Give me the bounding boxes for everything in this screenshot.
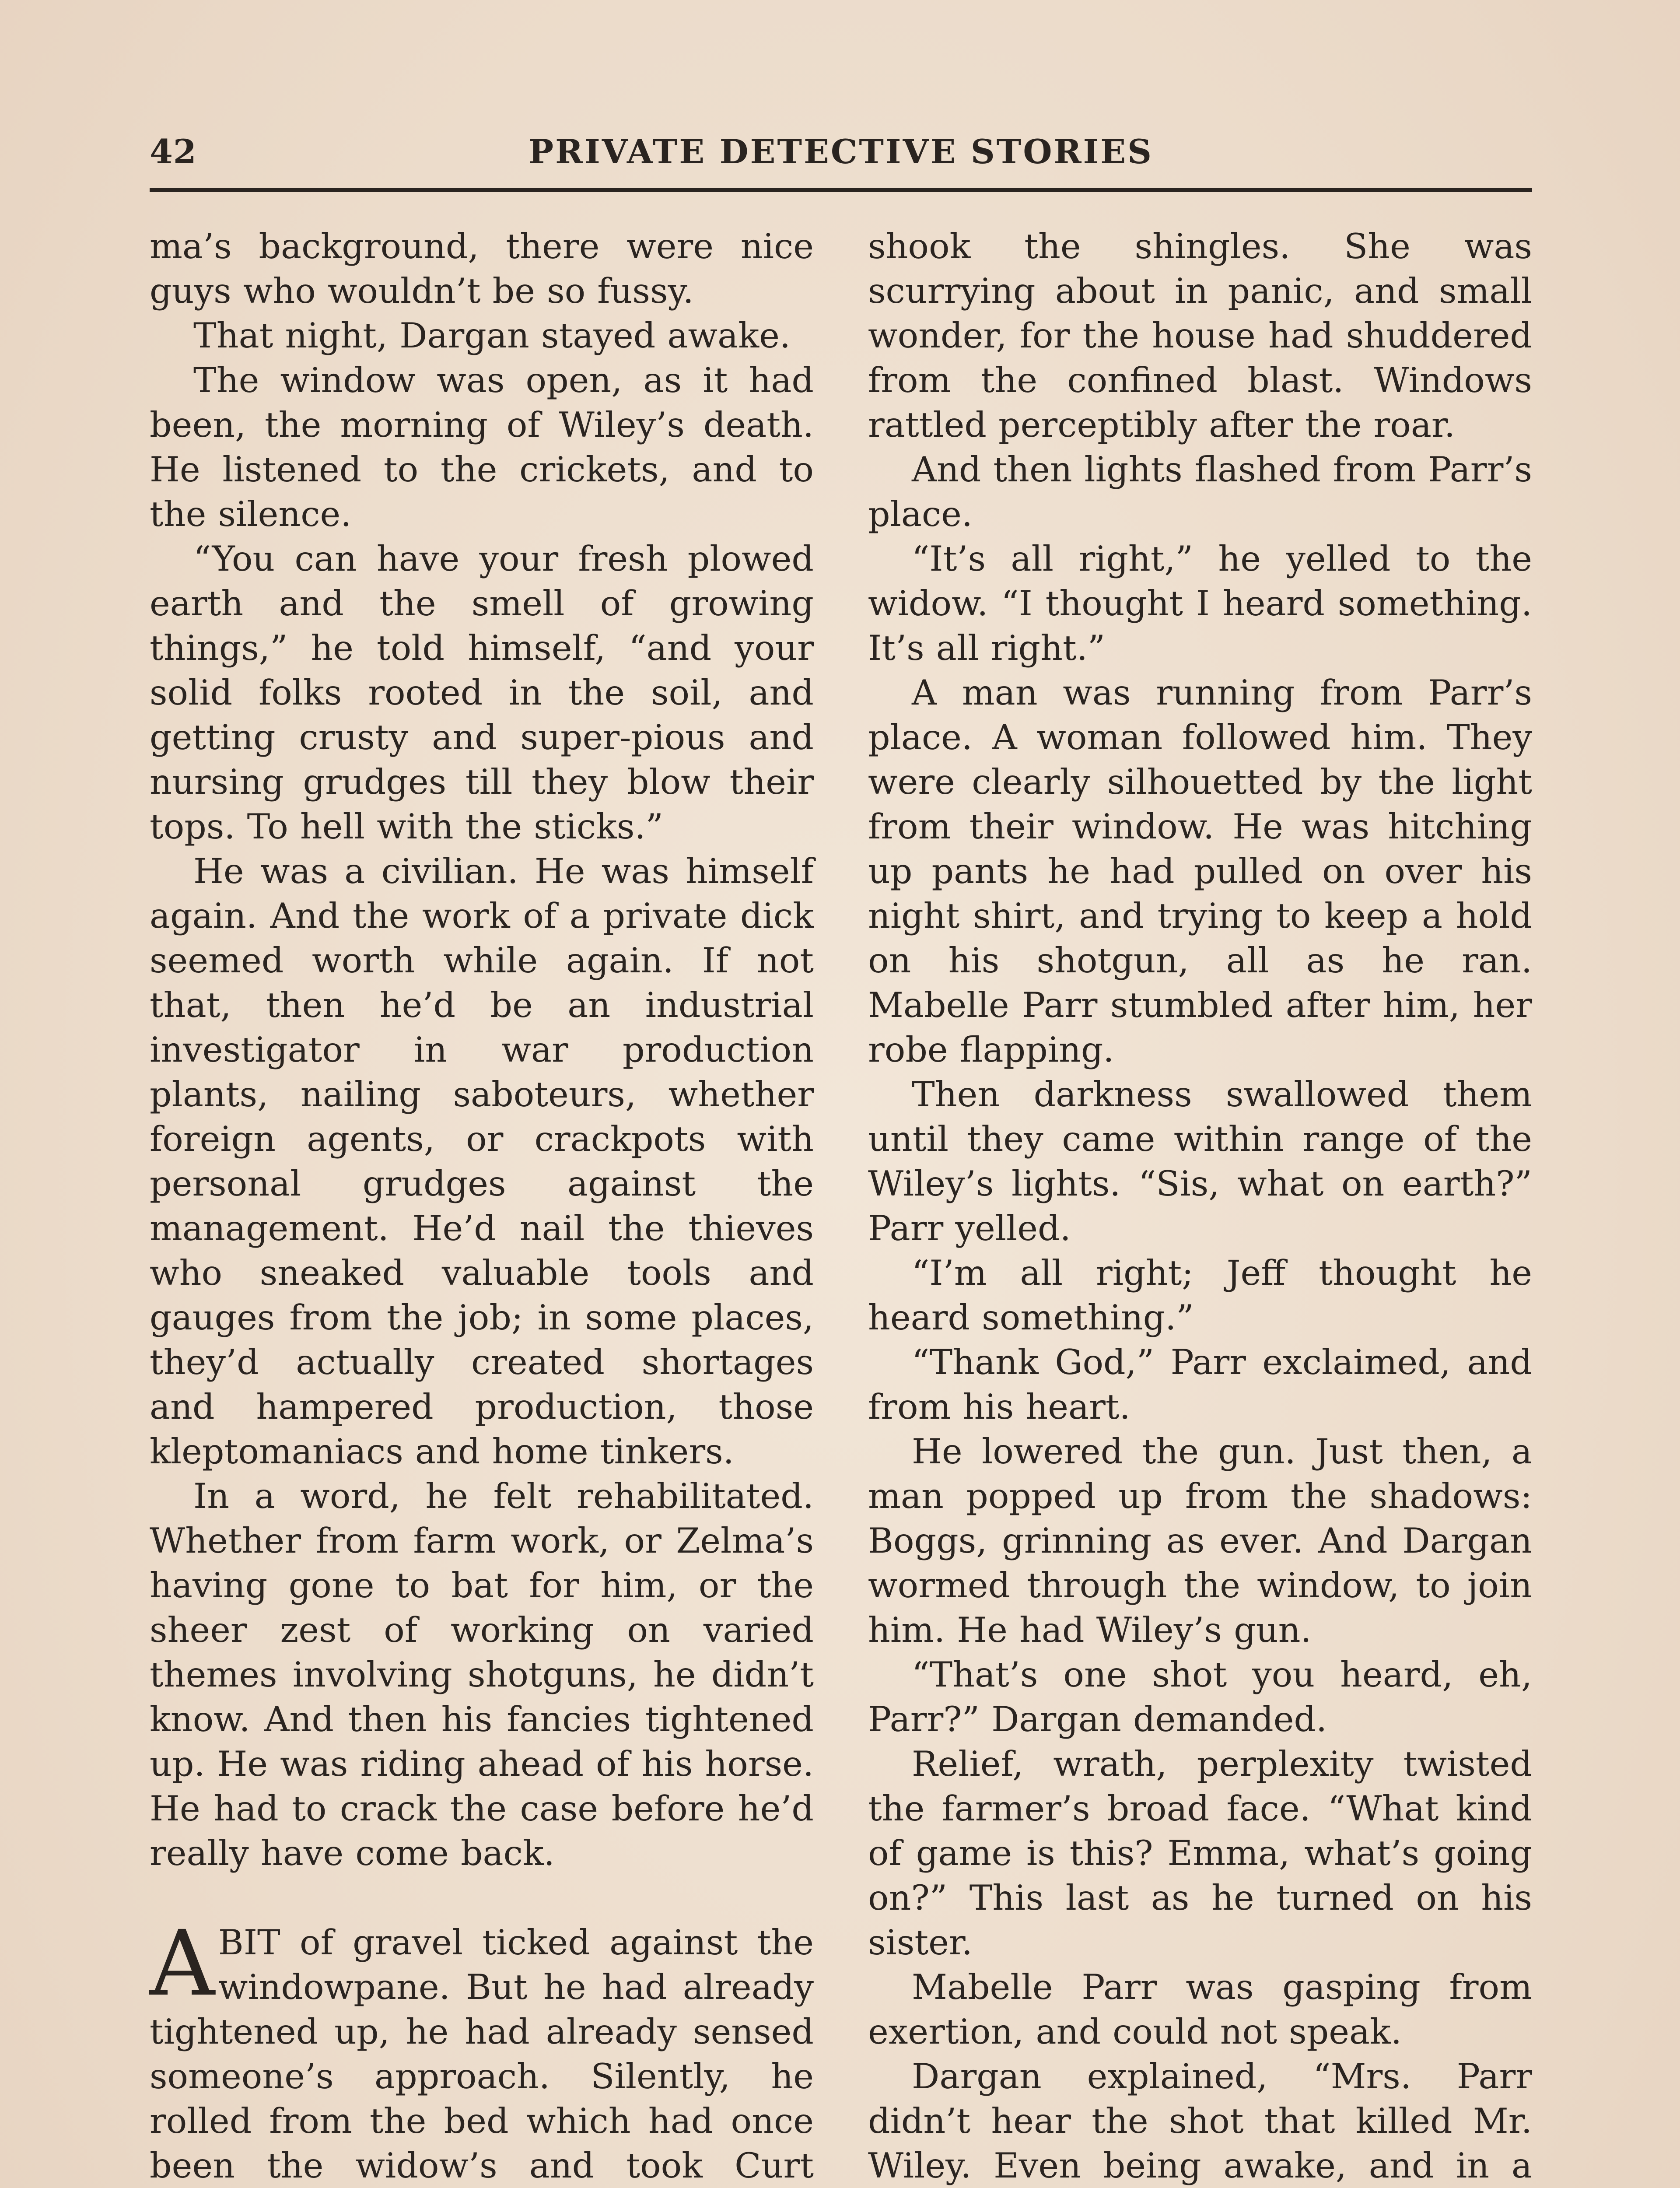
header-rule xyxy=(150,188,1532,192)
running-title: PRIVATE DETECTIVE STORIES xyxy=(528,132,1154,171)
paragraph: ma’s background, there were nice guys who wouldn’t be so fussy. xyxy=(150,226,814,311)
right-column xyxy=(868,224,1532,2188)
paragraph: “You can have your fresh plowed earth and the smell of growing things,” he told himself, “and your solid folks rooted in the soil, and getting crusty and super-pious and nursing grudges till they blow their tops. To hell with the sticks.” xyxy=(150,539,814,847)
paragraph: “That’s one shot you heard, eh, Parr?” Dargan demanded. xyxy=(868,1655,1532,1739)
section-opening-paragraph xyxy=(150,1911,814,2188)
paragraph: “Thank God,” Parr exclaimed, and from his heart. xyxy=(868,1342,1532,1427)
paragraph: In a word, he felt rehabilitated. Whether from farm work, or Zelma’s having gone to bat for him, or the sheer zest of working on varied themes involving shotguns, he didn’t know. And then his fancies tightened up. He was riding ahead of his horse. He had to crack the case before he’d really have come back. xyxy=(150,1476,814,1873)
paragraph: A man was running from Parr’s place. A woman followed him. They were clearly silhouetted by the light from their window. He was hitching up pants he had pulled on over his night shirt, and trying to keep a hold on his shotgun, all as he ran. Mabelle Parr stumbled after him, her robe flapping. xyxy=(868,673,1532,1070)
paragraph: And then lights flashed from Parr’s place. xyxy=(868,449,1532,534)
paragraph: Dargan explained, “Mrs. Parr didn’t hear the shot that killed Mr. Wiley. Even being awake, and in a xyxy=(868,2056,1532,2186)
page-header xyxy=(150,128,1532,176)
paragraph: Mabelle Parr was gasping from exertion, and could not speak. xyxy=(868,1967,1532,2052)
paragraph: shook the shingles. She was scurrying about in panic, and small wonder, for the house had shuddered from the confined blast. Windows rattled perceptibly after the roar. xyxy=(868,226,1532,445)
paragraph: That night, Dargan stayed awake. xyxy=(193,316,791,356)
paragraph: He lowered the gun. Just then, a man popped up from the shadows: Boggs, grinning as ever. And Dargan wormed through the window, to join him. He had Wiley’s gun. xyxy=(868,1431,1532,1650)
paragraph: The window was open, as it had been, the morning of Wiley’s death. He listened to the crickets, and to the silence. xyxy=(150,360,814,534)
paragraph: “I’m all right; Jeff thought he heard something.” xyxy=(868,1253,1532,1338)
paragraph: Relief, wrath, perplexity twisted the farmer’s broad face. “What kind of game is this? Emma, what’s going on?” This last as he turned on his sister. xyxy=(868,1744,1532,1963)
left-column xyxy=(150,224,814,2188)
section-opening-text: BIT of gravel ticked against the windowpane. But he had already tightened up, he had already sensed someone’s approach. Silently, he rolled from the bed which had once been the widow’s and took Curt xyxy=(150,1922,814,2186)
paragraph: Then darkness swallowed them until they came within range of the Wiley’s lights. “Sis, what on earth?” Parr yelled. xyxy=(868,1074,1532,1248)
paragraph: “It’s all right,” he yelled to the widow. “I thought I heard something. It’s all right.” xyxy=(868,539,1532,668)
drop-cap: A xyxy=(150,1911,215,2016)
paragraph: He was a civilian. He was himself again. And the work of a private dick seemed worth while again. If not that, then he’d be an industrial investigator in war production plants, nailing saboteurs, whether foreign agents, or crackpots with personal grudges against the management. He’d nail the thieves who sneaked valuable tools and gauges from the job; in some places, they’d actually created shortages and hampered production, those kleptomaniacs and home tinkers. xyxy=(150,851,814,1472)
page-number: 42 xyxy=(150,132,197,171)
